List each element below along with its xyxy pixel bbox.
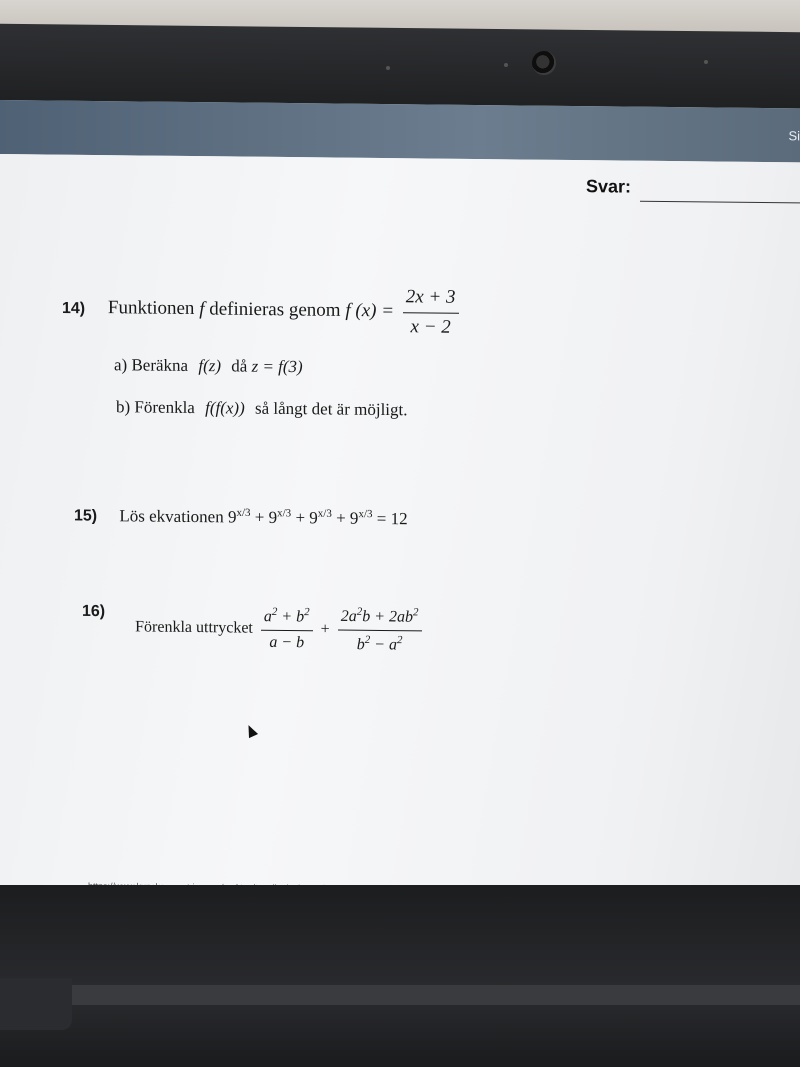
question-number: 16) — [82, 602, 106, 621]
sensor-dot — [704, 60, 708, 64]
subquestion-label: b) — [116, 397, 131, 417]
subquestion-label: a) — [114, 355, 128, 375]
subquestion-text: Beräkna — [131, 355, 189, 375]
question-14a — [114, 355, 303, 377]
equation: $9^{x/3} + 9^{x/3} + 9^{x/3} + 9^{x/3} = 12$ — [227, 506, 408, 528]
numerator: 2x + 3 — [403, 286, 459, 314]
sensor-dot — [386, 66, 390, 70]
screen — [0, 100, 800, 898]
topbar-label: Si — [788, 128, 800, 144]
subquestion-mid: då — [231, 356, 248, 376]
question-14 — [62, 283, 463, 339]
subquestion-rest: så långt det är möjligt. — [255, 398, 408, 420]
math-z: z = f(3) — [251, 356, 303, 377]
denominator: $b^2 - a^2$ — [356, 634, 403, 654]
question-text: Förenkla uttrycket — [135, 618, 253, 637]
math-ffx: f(f(x)) — [205, 398, 245, 418]
monitor-bottom-bezel — [0, 885, 800, 1067]
math-f: f — [199, 298, 205, 320]
plus-sign: + — [320, 620, 330, 638]
webcam-icon — [532, 51, 556, 75]
answer-label: Svar: — [586, 176, 632, 197]
numerator: $a^2 + b^2$ — [261, 606, 313, 632]
worksheet — [0, 154, 800, 898]
subquestion-text: Förenkla — [134, 397, 195, 418]
math-lhs: f (x) = — [345, 299, 395, 322]
question-15 — [74, 505, 408, 529]
question-text: Lös ekvationen — [119, 505, 224, 526]
question-mid: definieras genom — [209, 298, 341, 321]
fraction-2 — [338, 606, 422, 656]
question-14b — [116, 397, 408, 420]
fraction — [403, 286, 459, 339]
answer-line[interactable] — [640, 201, 800, 204]
question-intro: Funktionen — [107, 297, 195, 320]
numerator: $2a^2b + 2ab^2$ — [338, 606, 422, 632]
question-16 — [82, 603, 426, 655]
question-number: 15) — [74, 507, 98, 525]
denominator: x − 2 — [410, 316, 451, 338]
fraction-1 — [261, 606, 313, 653]
browser-top-bar — [0, 100, 800, 162]
denominator: a − b — [269, 634, 305, 652]
math-fz: f(z) — [198, 356, 222, 376]
question-number: 14) — [62, 300, 86, 318]
laptop-hinge — [0, 985, 800, 1005]
mouse-cursor-icon — [244, 723, 258, 738]
sensor-dot — [504, 63, 508, 67]
hinge-tab — [0, 978, 72, 1030]
monitor-top-bezel — [0, 24, 800, 112]
